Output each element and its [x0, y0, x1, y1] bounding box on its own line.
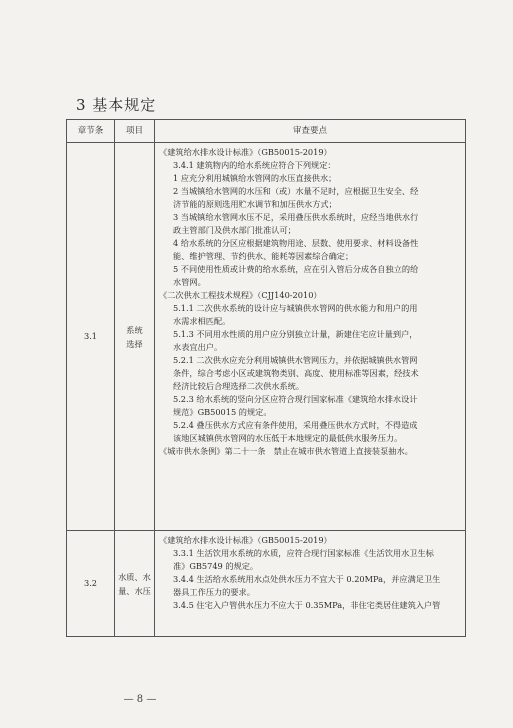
- standard-reference: 《城市供水条例》第二十一条 禁止在城市供水管道上直接装泵抽水。: [159, 446, 413, 456]
- page-number: — 8 —: [123, 694, 157, 705]
- header-item: 项目: [115, 120, 155, 143]
- item-label-line: 选择: [126, 338, 143, 349]
- clause-text: 5.2.4 叠压供水方式应有条件使用，采用叠压供水方式时，不得造成: [173, 420, 418, 430]
- item-label-line: 水质、水: [118, 571, 151, 582]
- clause-text: 5.2.3 给水系统的竖向分区应符合现行国家标准《建筑给水排水设计: [173, 394, 418, 404]
- item-cell: [115, 143, 155, 531]
- clause-text: 能、维护管理、节约供水、能耗等因素综合确定；: [173, 251, 354, 261]
- section-number-cell: 3.2: [67, 531, 115, 637]
- clause-text: 3.4.5 住宅入户管供水压力不应大于 0.35MPa，非住宅类居住建筑入户管: [173, 600, 441, 610]
- clause-text: 1 应充分利用城镇给水管网的水压直接供水；: [173, 173, 337, 183]
- clause-text: 水表宜出户。: [173, 342, 223, 352]
- clause-text: 3.4.4 生活给水系统用水点处供水压力不宜大于 0.20MPa，并应满足卫生: [173, 574, 441, 584]
- standard-reference: 《二次供水工程技术规程》（CJJ140-2010）: [159, 290, 322, 300]
- clause-text: 3.3.1 生活饮用水系统的水质，应符合现行国家标准《生活饮用水卫生标: [173, 548, 434, 558]
- clause-text: 规范》GB50015 的规定。: [173, 407, 272, 417]
- clause-text: 5.1.1 二次供水系统的设计应与城镇供水管网的供水能力和用户的用: [173, 303, 418, 313]
- clause-text: 济节能的原则选用贮水调节和加压供水方式；: [173, 199, 337, 209]
- review-points-cell: [155, 531, 466, 637]
- clause-text: 3 当城镇给水管网水压不足，采用叠压供水系统时，应经当地供水行: [173, 212, 419, 222]
- clause-text: 条件，综合考虑小区或建筑物类别、高度、使用标准等因素，经技术: [173, 368, 419, 378]
- section-number-cell: 3.1: [67, 143, 115, 531]
- clause-text: 器具工作压力的要求。: [173, 587, 255, 597]
- review-table: [66, 119, 466, 637]
- clause-text: 5 不同使用性质或计费的给水系统，应在引入管后分成各自独立的给: [173, 264, 419, 274]
- clause-text: 政主管部门及供水部门批准认可；: [173, 225, 296, 235]
- clause-text: 该地区城镇供水管网的水压低于本地规定的最低供水服务压力。: [173, 433, 403, 443]
- table-row: [67, 143, 466, 531]
- standard-reference: 《建筑给水排水设计标准》（GB50015-2019）: [159, 147, 332, 157]
- standard-reference: 《建筑给水排水设计标准》（GB50015-2019）: [159, 535, 332, 545]
- clause-text: 2 当城镇给水管网的水压和（或）水量不足时，应根据卫生安全、经: [173, 186, 419, 196]
- item-label-line: 量、水压: [118, 585, 151, 596]
- item-cell: [115, 531, 155, 637]
- item-label-line: 系统: [126, 324, 143, 335]
- header-review-points: 审查要点: [155, 120, 466, 143]
- review-points-cell: [155, 143, 466, 531]
- clause-text: 3.4.1 建筑物内的给水系统应符合下列规定：: [173, 160, 336, 170]
- clause-text: 水需求相匹配。: [173, 316, 231, 326]
- clause-text: 5.2.1 二次供水应充分利用城镇供水管网压力，并依据城镇供水管网: [173, 355, 418, 365]
- clause-text: 准》GB5749 的规定。: [173, 561, 259, 571]
- clause-text: 经济比较后合理选择二次供水系统。: [173, 381, 305, 391]
- section-heading: 3 基本规定: [76, 96, 157, 114]
- header-section: 章节条: [67, 120, 115, 143]
- clause-text: 水管网。: [173, 277, 206, 287]
- table-row: [67, 531, 466, 637]
- table-header-row: [67, 120, 466, 143]
- clause-text: 4 给水系统的分区应根据建筑物用途、层数、使用要求、材料设备性: [173, 238, 419, 248]
- clause-text: 5.1.3 不同用水性质的用户应分别独立计量，新建住宅应计量到户，: [173, 329, 418, 339]
